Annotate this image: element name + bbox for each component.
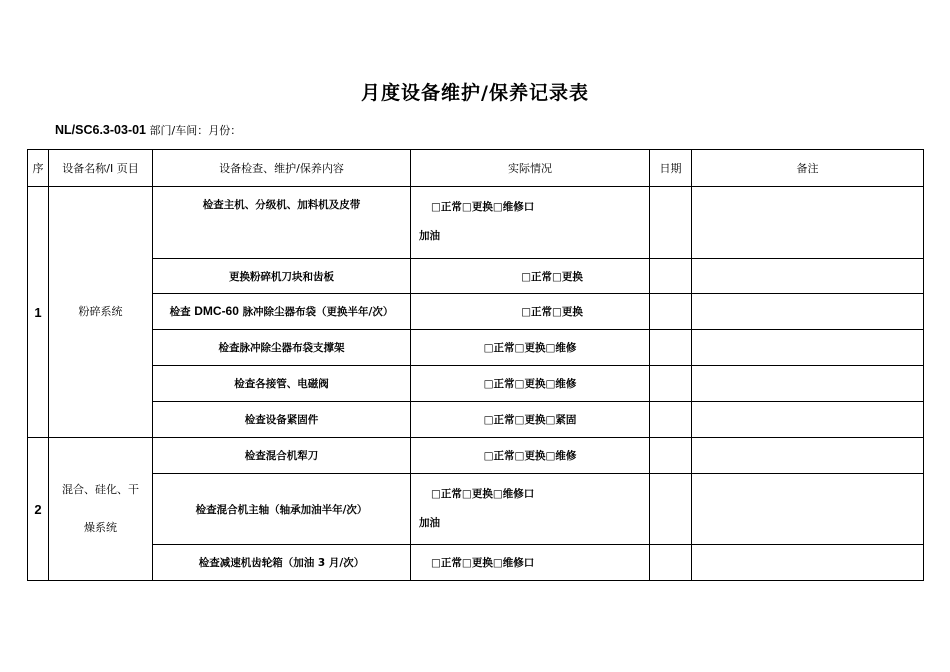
remark-cell[interactable]	[692, 545, 924, 581]
status-options[interactable]: □正常□更换□紧固	[411, 402, 650, 438]
system-name-line2: 燥系统	[84, 521, 117, 534]
system-name: 粉碎系统	[49, 187, 153, 438]
date-cell[interactable]	[650, 438, 692, 474]
maintenance-record-table	[27, 149, 924, 581]
remark-cell[interactable]	[692, 366, 924, 402]
check-item-model: DMC-60	[194, 304, 239, 318]
date-cell[interactable]	[650, 474, 692, 545]
status-options[interactable]: □正常□更换	[411, 294, 650, 330]
check-item: 检查各接管、电磁阀	[153, 366, 411, 402]
department-month-label: 部门/车间：月份：	[149, 124, 242, 137]
check-item: 检查设备紧固件	[153, 402, 411, 438]
remark-cell[interactable]	[692, 187, 924, 259]
table-row	[28, 259, 924, 294]
status-options-cont[interactable]: 加油	[419, 517, 440, 529]
row-index: 2	[28, 438, 49, 581]
header-content: 设备检查、维护/保养内容	[153, 150, 411, 187]
header-date: 日期	[650, 150, 692, 187]
actual-status-cell[interactable]	[411, 187, 650, 259]
header-equipment-name: 设备名称/I 页目	[49, 150, 153, 187]
check-item: 检查主机、分级机、加料机及皮带	[153, 187, 411, 259]
remark-cell[interactable]	[692, 259, 924, 294]
check-item: 检查混合机主轴（轴承加油半年/次）	[153, 474, 411, 545]
status-options[interactable]: □正常□更换□维修口	[411, 545, 650, 581]
table-row	[28, 438, 924, 474]
check-item-suffix: 脉冲除尘器布袋（更换半年/次）	[242, 306, 394, 318]
status-options[interactable]: □正常□更换□维修	[411, 366, 650, 402]
check-item	[153, 294, 411, 330]
table-row	[28, 330, 924, 366]
date-cell[interactable]	[650, 187, 692, 259]
status-options[interactable]: □正常□更换□维修	[411, 438, 650, 474]
status-options[interactable]: □正常□更换	[411, 259, 650, 294]
remark-cell[interactable]	[692, 294, 924, 330]
check-item: 检查减速机齿轮箱（加油 3 月/次）	[153, 545, 411, 581]
date-cell[interactable]	[650, 330, 692, 366]
remark-cell[interactable]	[692, 330, 924, 366]
check-item-prefix: 检查	[169, 306, 191, 318]
table-row	[28, 187, 924, 259]
table-row	[28, 294, 924, 330]
system-name	[49, 438, 153, 581]
document-code: NL/SC6.3-03-01	[55, 123, 147, 137]
check-item: 检查混合机犁刀	[153, 438, 411, 474]
document-code-line	[55, 122, 241, 138]
table-row	[28, 366, 924, 402]
table-row	[28, 474, 924, 545]
table-row	[28, 402, 924, 438]
system-name-line1: 混合、硅化、干	[62, 483, 139, 496]
header-remark: 备注	[692, 150, 924, 187]
remark-cell[interactable]	[692, 474, 924, 545]
page-title: 月度设备维护/保养记录表	[361, 82, 589, 104]
table-row	[28, 545, 924, 581]
status-options[interactable]: □正常□更换□维修口	[431, 488, 535, 500]
check-item: 检查脉冲除尘器布袋支撑架	[153, 330, 411, 366]
date-cell[interactable]	[650, 294, 692, 330]
table-header-row	[28, 150, 924, 187]
date-cell[interactable]	[650, 259, 692, 294]
remark-cell[interactable]	[692, 402, 924, 438]
date-cell[interactable]	[650, 402, 692, 438]
row-index: 1	[28, 187, 49, 438]
actual-status-cell[interactable]	[411, 474, 650, 545]
header-index: 序	[28, 150, 49, 187]
status-options-cont[interactable]: 加油	[419, 230, 440, 242]
date-cell[interactable]	[650, 545, 692, 581]
check-item: 更换粉碎机刀块和齿板	[153, 259, 411, 294]
remark-cell[interactable]	[692, 438, 924, 474]
status-options[interactable]: □正常□更换□维修口	[431, 201, 535, 213]
header-actual-status: 实际情况	[411, 150, 650, 187]
status-options[interactable]: □正常□更换□维修	[411, 330, 650, 366]
date-cell[interactable]	[650, 366, 692, 402]
